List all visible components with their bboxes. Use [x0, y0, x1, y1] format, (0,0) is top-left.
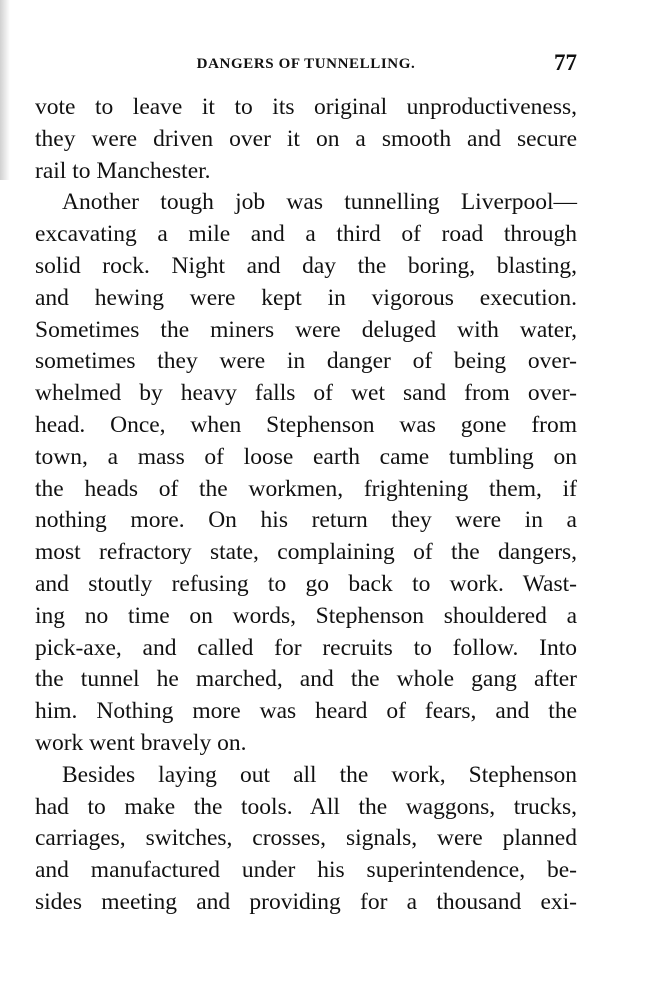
text-line: work went bravely on.: [35, 729, 247, 756]
text-line: they were driven over it on a smooth and secure: [35, 125, 577, 152]
text-line: and manufactured under his superintendence, be-: [35, 857, 577, 884]
text-line: excavating a mile and a third of road through: [35, 221, 577, 248]
page-number: 77: [554, 50, 577, 75]
page-edge-shadow: [0, 0, 10, 180]
text-line: vote to leave it to its original unproductiveness,: [35, 94, 577, 120]
text-line: head. Once, when Stephenson was gone from: [35, 411, 577, 438]
text-line: ing no time on words, Stephenson shouldered a: [35, 602, 577, 629]
text-line: Another tough job was tunnelling Liverpool—: [62, 189, 577, 216]
running-title: DANGERS OF TUNNELLING.: [196, 56, 416, 72]
text-line: whelmed by heavy falls of wet sand from over-: [35, 380, 577, 407]
body-text: [35, 92, 577, 919]
running-head: [35, 50, 577, 80]
text-line: and hewing were kept in vigorous execution.: [35, 284, 577, 311]
paragraph-3: [35, 760, 577, 919]
text-line: pick-axe, and called for recruits to follow. Into: [35, 634, 577, 661]
text-line: and stoutly refusing to go back to work. Wast-: [35, 570, 577, 597]
text-line: sometimes they were in danger of being over-: [35, 348, 577, 375]
text-line: solid rock. Night and day the boring, blasting,: [35, 252, 577, 279]
text-line: nothing more. On his return they were in a: [35, 507, 577, 534]
paragraph-2: [35, 187, 577, 759]
text-line: the heads of the workmen, frightening them, if: [35, 475, 577, 502]
text-line: most refractory state, complaining of the dangers,: [35, 539, 577, 566]
text-line: town, a mass of loose earth came tumbling on: [35, 443, 577, 470]
text-line: him. Nothing more was heard of fears, and the: [35, 698, 577, 725]
text-line: the tunnel he marched, and the whole gang after: [35, 666, 577, 693]
text-line: rail to Manchester.: [35, 157, 211, 184]
text-line: had to make the tools. All the waggons, trucks,: [35, 793, 577, 820]
text-line: Besides laying out all the work, Stephenson: [62, 761, 577, 788]
text-line: Sometimes the miners were deluged with water,: [35, 316, 577, 343]
text-line: carriages, switches, crosses, signals, were planned: [35, 825, 577, 852]
paragraph-1: [35, 92, 577, 187]
text-line: sides meeting and providing for a thousand exi-: [35, 888, 577, 915]
